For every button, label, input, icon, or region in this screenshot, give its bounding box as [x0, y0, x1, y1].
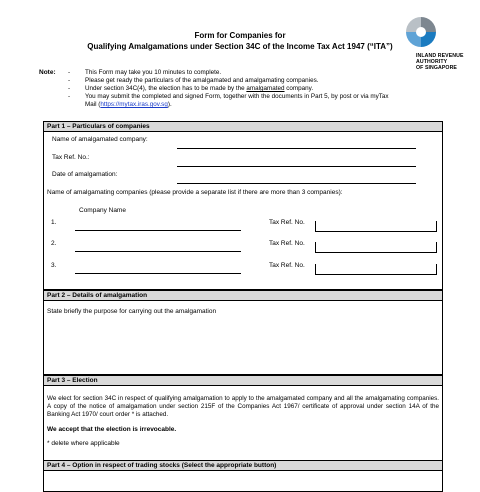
part2-prompt: State briefly the purpose for carrying out the amalgamation [47, 308, 217, 315]
tax-ref-label: Tax Ref. No.: [52, 154, 90, 161]
note-text-part: Under section 34C(4), the election has to be made by the [85, 85, 247, 92]
company-tax-ref-label: Tax Ref. No. [269, 240, 305, 247]
company-tax-ref-field[interactable] [315, 221, 437, 232]
note-text-part: ). [167, 101, 172, 108]
note-dash: - [68, 93, 71, 100]
org-line: OF SINGAPORE [416, 65, 457, 72]
company-name-field[interactable] [75, 230, 241, 231]
org-name [416, 53, 464, 72]
row-number: 1. [51, 219, 57, 226]
org-line: INLAND REVENUE [416, 53, 464, 59]
org-line: AUTHORITY [416, 59, 448, 66]
part1-heading: Part 1 – Particulars of companies [44, 122, 442, 132]
note-text: You may submit the completed and signed Form, together with the documents in Part 5, by post or via myTax [85, 93, 389, 100]
date-field[interactable] [177, 183, 416, 184]
row-number: 2. [51, 240, 57, 247]
form-title-line1: Form for Companies for [194, 31, 286, 40]
row-number: 3. [51, 262, 57, 269]
company-tax-ref-label: Tax Ref. No. [269, 262, 305, 269]
note-text [85, 85, 313, 93]
company-name-header: Company Name [79, 207, 126, 214]
part4-heading: Part 4 – Option in respect of trading stocks (Select the appropriate button) [44, 461, 442, 471]
note-underlined-word: amalgamated [246, 85, 285, 92]
company-tax-ref-label: Tax Ref. No. [269, 219, 305, 226]
amalgamated-name-field[interactable] [177, 148, 416, 149]
company-tax-ref-field[interactable] [315, 242, 437, 253]
note-text [85, 101, 172, 109]
note-text: This Form may take you 10 minutes to complete. [85, 69, 222, 76]
iras-logo-icon [405, 16, 437, 48]
note-dash: - [68, 77, 71, 84]
election-paragraph: We elect for section 34C in respect of qualifying amalgamation to apply to the amalgamated company and all the amalgamating companies. A copy of the notice of amalgamation under section 215F of the Companies Act 1967/ certificate of approval under section 14A of the Banking Act 1970/ court order * is attached. [47, 395, 439, 418]
amalgamated-name-label: Name of amalgamated company: [52, 136, 148, 143]
note-dash: - [68, 85, 71, 92]
company-name-field[interactable] [75, 273, 241, 274]
mytax-link[interactable]: https://mytax.iras.gov.sg [100, 101, 168, 108]
note-dash: - [68, 69, 71, 76]
purpose-text-area[interactable] [44, 319, 442, 374]
form-title-line2: Qualifying Amalgamations under Section 34C of the Income Tax Act 1947 (“ITA”) [87, 42, 393, 51]
company-name-field[interactable] [75, 251, 241, 252]
note-text-part: company. [284, 85, 314, 92]
delete-note: * delete where applicable [47, 440, 120, 447]
part3-heading: Part 3 – Election [44, 376, 442, 386]
date-label: Date of amalgamation: [52, 171, 118, 178]
part3-section [43, 375, 443, 461]
note-text-part: Mail ( [85, 101, 101, 108]
note-text: Please get ready the particulars of the amalgamated and amalgamating companies. [85, 77, 319, 84]
part2-section [43, 290, 443, 375]
note-label: Note: [39, 69, 56, 76]
irrevocable-statement: We accept that the election is irrevocable. [47, 426, 177, 433]
part2-heading: Part 2 – Details of amalgamation [44, 291, 442, 301]
tax-ref-field[interactable] [177, 166, 416, 167]
company-tax-ref-field[interactable] [315, 264, 437, 275]
amalgamating-label: Name of amalgamating companies (please provide a separate list if there are more than 3 companies): [47, 189, 343, 196]
part4-section [43, 460, 443, 492]
